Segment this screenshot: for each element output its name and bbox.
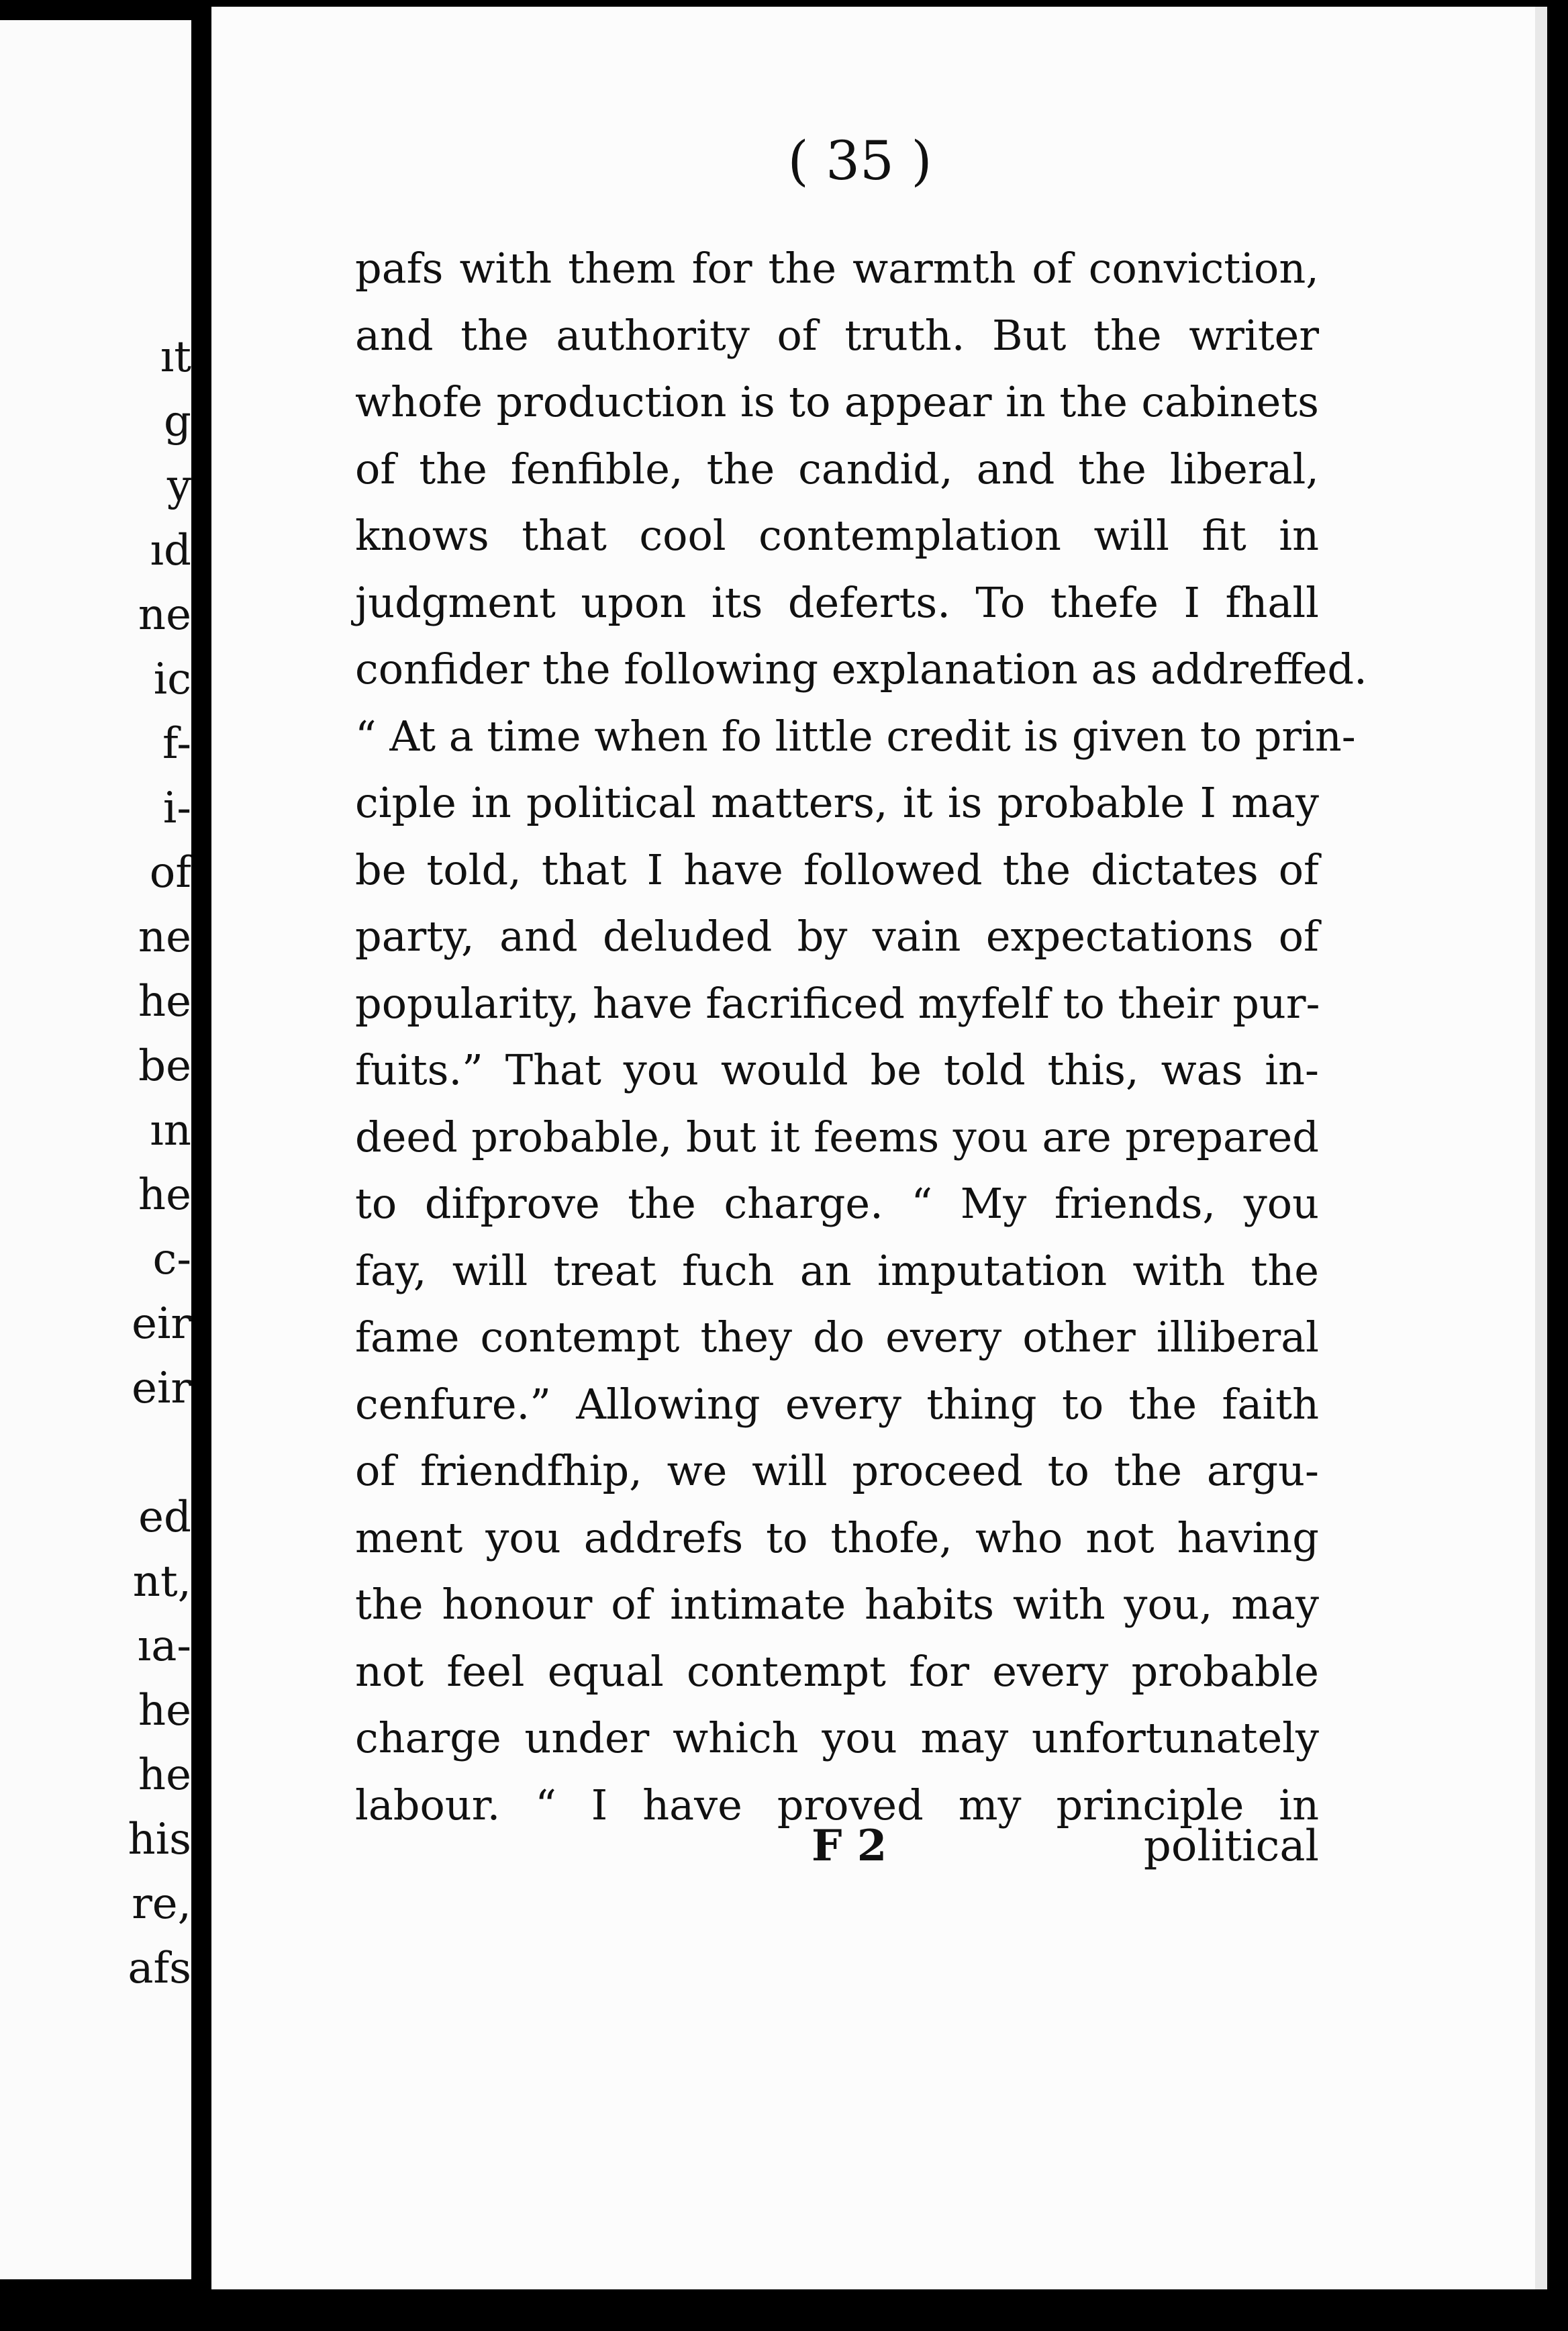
text-line: whofe production is to appear in the cabinets (355, 377, 1319, 426)
left-fragment: eir (132, 1299, 191, 1349)
left-fragment: g (164, 397, 191, 446)
text-line: be told, that I have followed the dictates of (355, 845, 1319, 894)
left-fragment: his (128, 1815, 191, 1864)
left-fragment: i- (162, 783, 191, 833)
text-line: fay, will treat fuch an imputation with the (355, 1245, 1319, 1295)
text-line: of friendfhip, we will proceed to the argu- (355, 1446, 1319, 1495)
page-footer (355, 1813, 1319, 1880)
left-fragment: ed (138, 1492, 191, 1542)
text-line: and the authority of truth. But the writer (355, 310, 1319, 360)
left-fragment: c- (152, 1235, 191, 1284)
left-fragment: eir (132, 1364, 191, 1413)
left-fragment: ıa- (137, 1621, 191, 1671)
catchword: political (1143, 1821, 1319, 1871)
text-line: to difprove the charge. “ My friends, you (355, 1179, 1319, 1228)
text-line: the honour of intimate habits with you, may (355, 1580, 1319, 1629)
text-line: charge under which you may unfortunately (355, 1713, 1319, 1762)
text-line: ciple in political matters, it is probable I may (355, 778, 1319, 827)
text-line: “ At a time when fo little credit is given to prin- (355, 711, 1356, 761)
left-fragment: be (138, 1041, 191, 1091)
text-line: not feel equal contempt for every probable (355, 1646, 1319, 1696)
left-fragment: he (138, 1686, 191, 1735)
text-line: judgment upon its deferts. To thefe I fhall (355, 577, 1319, 627)
left-fragment: y (166, 461, 191, 511)
left-fragment: re, (132, 1879, 191, 1929)
left-fragment: ic (153, 655, 191, 704)
text-line: confider the following explanation as addreffed. (355, 645, 1367, 694)
left-page-fragments (0, 20, 191, 2279)
left-fragment: ın (150, 1106, 191, 1155)
left-fragment: ne (138, 590, 191, 640)
text-line: party, and deluded by vain expectations of (355, 912, 1319, 961)
left-fragment: f- (162, 719, 191, 769)
text-line: fuits.” That you would be told this, was in- (355, 1045, 1319, 1094)
signature-mark: F 2 (812, 1821, 887, 1871)
text-line: knows that cool contemplation will fit in (355, 511, 1319, 560)
text-line: deed probable, but it feems you are prepared (355, 1112, 1319, 1161)
text-line: ment you addrefs to thofe, who not having (355, 1513, 1319, 1562)
left-fragment: he (138, 977, 191, 1027)
right-page (211, 7, 1547, 2289)
left-fragment: ıd (150, 526, 191, 575)
left-page-edge (0, 20, 191, 2279)
text-line: popularity, have facrificed myfelf to their pur- (355, 978, 1320, 1028)
page-number: ( 35 ) (787, 130, 932, 192)
text-line: of the fenfible, the candid, and the liberal, (355, 444, 1319, 493)
text-line: cenfure.” Allowing every thing to the faith (355, 1379, 1319, 1429)
text-line: fame contempt they do every other illiberal (355, 1313, 1319, 1362)
left-fragment: ıt (160, 332, 191, 382)
left-fragment: of (149, 848, 191, 898)
left-fragment: ne (138, 912, 191, 962)
left-fragment: afs (128, 1944, 191, 1993)
text-line: pafs with them for the warmth of conviction, (355, 244, 1319, 293)
left-fragment: nt, (132, 1557, 191, 1607)
left-fragment: he (138, 1750, 191, 1800)
body-text (355, 235, 1367, 1838)
left-fragment: he (138, 1170, 191, 1220)
text-line: labour. “ I have proved my principle in (355, 1780, 1319, 1829)
